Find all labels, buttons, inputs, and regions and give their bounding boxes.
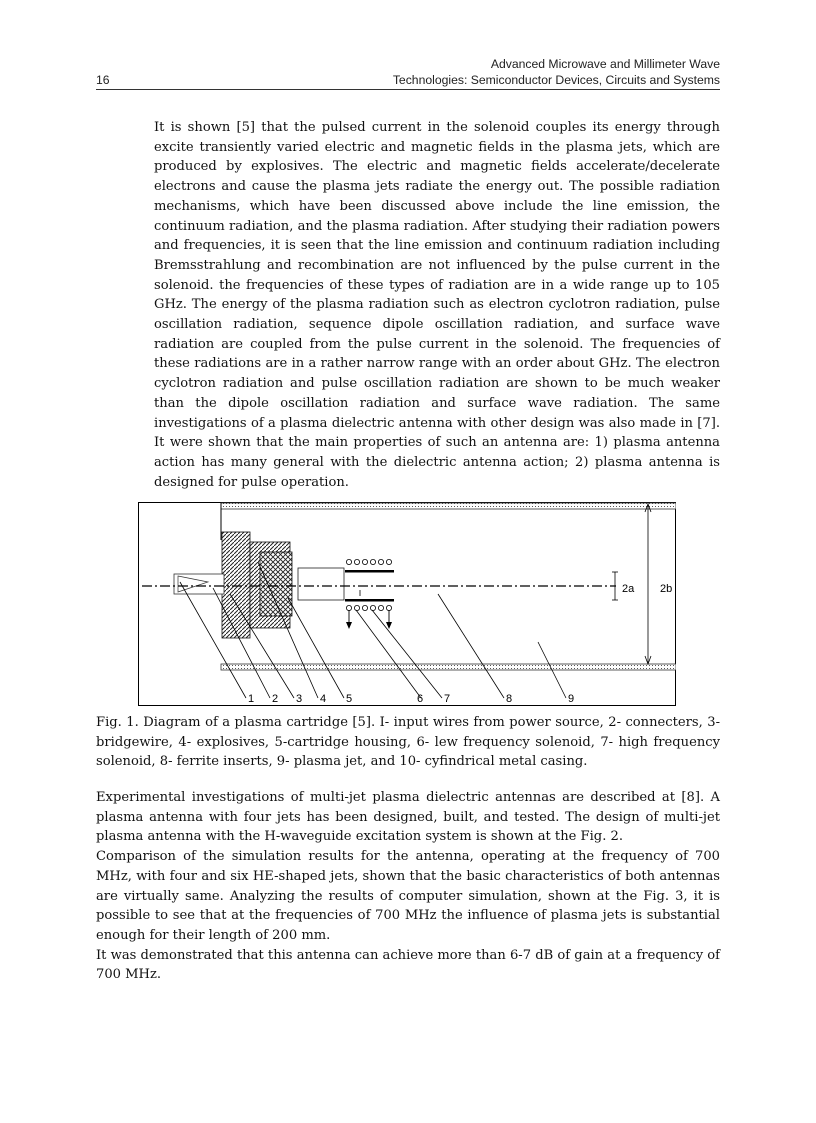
text-block: [96, 788, 720, 985]
paragraph-1: It is shown [5] that the pulsed current in the solenoid couples its energy through excite transiently varied electric and magnetic fields in the plasma jets, which are produced by explosives. The electric and magnetic fields accelerate/decelerate electrons and cause the plasma jets radiate the energy out. The possible radiation mechanisms, which have been discussed above include the line emission, the continuum radiation, and the plasma radiation. After studying their radiation powers and frequencies, it is seen that the line emission and continuum radiation including Bremsstrahlung and recombination are not influenced by the pulse current in the solenoid. the frequencies of these types of radiation are in a wide range up to 105 GHz. The energy of the plasma radiation such as electron cyclotron radiation, pulse oscillation radiation, sequence dipole oscillation radiation, and surface wave radiation are coupled from the pulse current in the solenoid. The frequencies of these radiations are in a rather narrow range with an order about GHz. The electron cyclotron radiation and pulse oscillation radiation are shown to be much weaker than the dipole oscillation radiation and surface wave radiation. The same investigations of a plasma dielectric antenna with other design was also made in [7]. It were shown that the main properties of such an antenna are: 1) plasma antenna action has many general with the dielectric antenna action; 2) plasma antenna is designed for pulse operation.: [154, 120, 720, 490]
casing-bottom-wall: [221, 664, 676, 670]
label-4: 4: [320, 693, 327, 705]
label-8: 8: [506, 693, 513, 705]
plasma-cartridge-diagram: [138, 502, 676, 708]
label-7: 7: [444, 693, 451, 705]
dim-2b-label: 2b: [660, 583, 673, 595]
explosives-charge: [260, 552, 292, 616]
label-9: 9: [568, 693, 575, 705]
figure-plasma-cartridge: [138, 502, 676, 708]
ferrite-insert-top: [345, 570, 394, 573]
label-2: 2: [272, 693, 279, 705]
label-1: 1: [248, 693, 255, 705]
paragraph-3: Comparison of the simulation results for the antenna, operating at the frequency of 700 MHz, with four and six HE-shaped jets, shown that the basic characteristics of both antennas are virtually same. Analyzing the results of computer simulation, shown at the Fig. 3, it is possible to see that at the frequencies of 700 MHz the influence of plasma jets is substantial enough for their length of 200 mm.: [96, 849, 720, 943]
header-line-2: Technologies: Semiconductor Devices, Circuits and Systems: [392, 73, 720, 87]
casing-top-wall: [221, 503, 676, 509]
label-6: 6: [417, 693, 424, 705]
header-rule: [96, 89, 720, 90]
ferrite-insert-bottom: [345, 599, 394, 602]
plasma-jet-channel: [298, 568, 344, 600]
dim-2a-label: 2a: [622, 583, 635, 595]
figure-frame: [139, 503, 676, 706]
label-3: 3: [296, 693, 303, 705]
header-line-1: Advanced Microwave and Millimeter Wave: [490, 57, 720, 71]
figure-caption: Fig. 1. Diagram of a plasma cartridge [5]. I- input wires from power source, 2- connecters, 3-bridgewire, 4- explosives, 5-cartridge housing, 6- lew frequency solenoid, 7- high frequency solenoid, 8- ferrite inserts, 9- plasma jet, and 10- cyfindrical metal casing.: [96, 715, 720, 770]
cartridge-flange: [222, 532, 250, 638]
page-number: 16: [96, 73, 110, 87]
paragraph-2: Experimental investigations of multi-jet plasma dielectric antennas are described at [8]. A plasma antenna with four jets has been designed, built, and tested. The design of multi-jet plasma antenna with the H-waveguide excitation system is shown at the Fig. 2.: [96, 790, 720, 845]
paragraph-4: It was demonstrated that this antenna can achieve more than 6-7 dB of gain at a frequency of 700 MHz.: [96, 947, 720, 983]
label-5: 5: [346, 693, 353, 705]
running-header: [393, 56, 720, 88]
